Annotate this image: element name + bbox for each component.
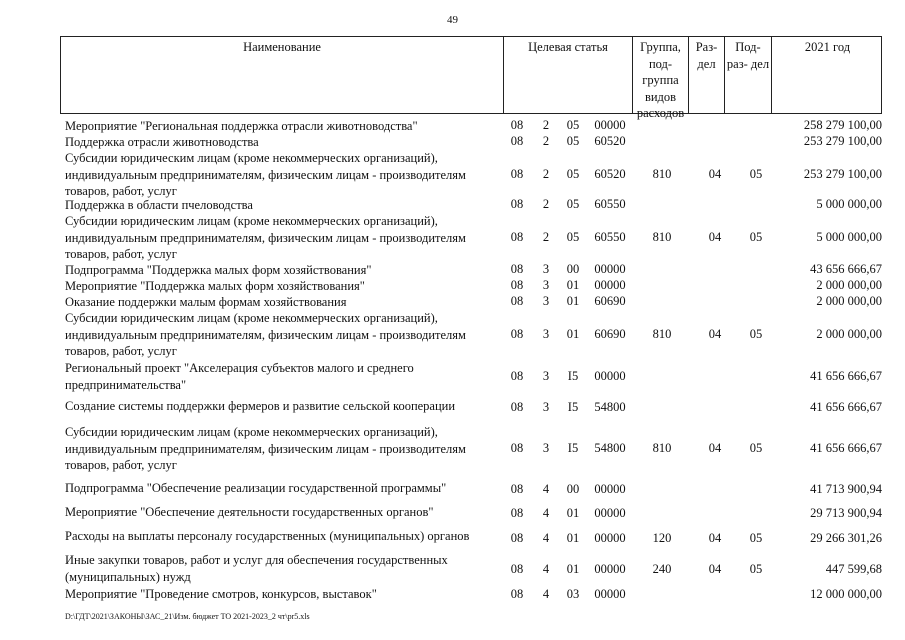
row-code-c3: I5 bbox=[567, 369, 579, 383]
row-amount: 29 266 301,26 bbox=[810, 531, 882, 545]
row-code-c2: 3 bbox=[542, 294, 550, 308]
table-row bbox=[0, 504, 905, 524]
row-code-c2: 4 bbox=[542, 587, 550, 601]
row-code-c7: 05 bbox=[749, 531, 763, 545]
row-name: Подпрограмма "Обеспечение реализации государственной программы" bbox=[65, 481, 447, 495]
row-code-c2: 3 bbox=[542, 400, 550, 414]
row-code-c7: 05 bbox=[749, 230, 763, 244]
row-code-c3: 03 bbox=[566, 587, 580, 601]
row-code-c2: 2 bbox=[542, 230, 550, 244]
row-code-c4: 00000 bbox=[594, 587, 626, 601]
row-code-c3: 00 bbox=[566, 482, 580, 496]
row-name: Субсидии юридическим лицам (кроме некоммерческих организаций), индивидуальным предпринимателям, физическим лицам - производителям товаров, работ, услуг bbox=[65, 311, 466, 358]
row-code-c5: 810 bbox=[652, 167, 672, 181]
table-row bbox=[0, 294, 905, 310]
row-name: Мероприятие "Обеспечение деятельности государственных органов" bbox=[65, 505, 434, 519]
row-code-c1: 08 bbox=[510, 369, 524, 383]
table-row bbox=[0, 262, 905, 278]
header-year: 2021 год bbox=[804, 40, 851, 54]
table-row bbox=[0, 197, 905, 213]
table-header bbox=[60, 36, 882, 120]
row-name: Субсидии юридическим лицам (кроме некоммерческих организаций), индивидуальным предпринимателям, физическим лицам - производителям товаров, работ, услуг bbox=[65, 151, 466, 198]
row-code-c4: 00000 bbox=[594, 562, 626, 576]
table-row bbox=[0, 360, 905, 394]
header-group: Группа, под- группа видов расходов bbox=[633, 37, 689, 113]
table-row bbox=[0, 552, 905, 588]
row-code-c3: 01 bbox=[566, 562, 580, 576]
row-name: Мероприятие "Региональная поддержка отрасли животноводства" bbox=[65, 119, 418, 133]
row-name: Создание системы поддержки фермеров и развитие сельской кооперации bbox=[65, 399, 456, 413]
row-code-c2: 3 bbox=[542, 262, 550, 276]
row-code-c5: 120 bbox=[652, 531, 672, 545]
row-code-c1: 08 bbox=[510, 118, 524, 132]
row-code-c1: 08 bbox=[510, 230, 524, 244]
table-row bbox=[0, 424, 905, 474]
row-code-c1: 08 bbox=[510, 262, 524, 276]
row-code-c1: 08 bbox=[510, 294, 524, 308]
row-amount: 29 713 900,94 bbox=[810, 506, 882, 520]
row-code-c4: 60520 bbox=[594, 167, 626, 181]
row-code-c3: I5 bbox=[567, 400, 579, 414]
row-code-c4: 00000 bbox=[594, 278, 626, 292]
table-row bbox=[0, 134, 905, 150]
header-name: Наименование bbox=[61, 37, 504, 113]
row-code-c1: 08 bbox=[510, 167, 524, 181]
row-code-c6: 04 bbox=[708, 230, 722, 244]
row-code-c1: 08 bbox=[510, 562, 524, 576]
row-amount: 2 000 000,00 bbox=[816, 278, 882, 292]
table-row bbox=[0, 118, 905, 134]
page-number: 49 bbox=[447, 14, 458, 26]
row-amount: 5 000 000,00 bbox=[816, 197, 882, 211]
row-code-c4: 00000 bbox=[594, 369, 626, 383]
row-amount: 253 279 100,00 bbox=[803, 134, 882, 148]
row-name: Мероприятие "Проведение смотров, конкурсов, выставок" bbox=[65, 587, 377, 601]
header-target: Целевая статья bbox=[504, 37, 633, 113]
row-code-c2: 4 bbox=[542, 482, 550, 496]
row-name: Субсидии юридическим лицам (кроме некоммерческих организаций), индивидуальным предпринимателям, физическим лицам - производителям товаров, работ, услуг bbox=[65, 425, 466, 472]
table-row bbox=[0, 310, 905, 360]
row-amount: 258 279 100,00 bbox=[803, 118, 882, 132]
row-code-c3: 05 bbox=[566, 167, 580, 181]
row-name: Расходы на выплаты персоналу государственных (муниципальных) органов bbox=[65, 529, 470, 543]
row-amount: 2 000 000,00 bbox=[816, 294, 882, 308]
row-code-c5: 810 bbox=[652, 441, 672, 455]
row-code-c7: 05 bbox=[749, 167, 763, 181]
row-code-c2: 3 bbox=[542, 441, 550, 455]
row-code-c1: 08 bbox=[510, 441, 524, 455]
row-code-c5: 240 bbox=[652, 562, 672, 576]
row-amount: 2 000 000,00 bbox=[816, 327, 882, 341]
row-code-c3: 01 bbox=[566, 531, 580, 545]
table-row bbox=[0, 480, 905, 500]
row-code-c2: 3 bbox=[542, 278, 550, 292]
row-code-c1: 08 bbox=[510, 327, 524, 341]
row-name: Региональный проект "Акселерация субъектов малого и среднего предпринимательства" bbox=[65, 361, 414, 392]
row-name: Оказание поддержки малым формам хозяйствования bbox=[65, 295, 347, 309]
row-code-c2: 2 bbox=[542, 134, 550, 148]
row-amount: 41 713 900,94 bbox=[810, 482, 882, 496]
row-code-c2: 4 bbox=[542, 531, 550, 545]
row-amount: 12 000 000,00 bbox=[810, 587, 882, 601]
row-code-c1: 08 bbox=[510, 278, 524, 292]
row-code-c6: 04 bbox=[708, 531, 722, 545]
table-row bbox=[0, 150, 905, 200]
row-name: Поддержка отрасли животноводства bbox=[65, 135, 259, 149]
row-code-c4: 60550 bbox=[594, 230, 626, 244]
row-code-c3: 05 bbox=[566, 230, 580, 244]
row-amount: 253 279 100,00 bbox=[803, 167, 882, 181]
row-code-c3: I5 bbox=[567, 441, 579, 455]
row-code-c1: 08 bbox=[510, 197, 524, 211]
row-code-c1: 08 bbox=[510, 400, 524, 414]
row-amount: 41 656 666,67 bbox=[810, 369, 882, 383]
row-code-c7: 05 bbox=[749, 441, 763, 455]
row-code-c2: 4 bbox=[542, 562, 550, 576]
table-row bbox=[0, 213, 905, 263]
row-amount: 5 000 000,00 bbox=[816, 230, 882, 244]
row-code-c3: 01 bbox=[566, 294, 580, 308]
row-amount: 41 656 666,67 bbox=[810, 400, 882, 414]
row-code-c5: 810 bbox=[652, 230, 672, 244]
row-name: Поддержка в области пчеловодства bbox=[65, 198, 253, 212]
row-code-c4: 00000 bbox=[594, 506, 626, 520]
table-row bbox=[0, 586, 905, 604]
row-amount: 447 599,68 bbox=[825, 562, 882, 576]
row-name: Иные закупки товаров, работ и услуг для обеспечения государственных (муниципальных) нужд bbox=[65, 553, 448, 584]
row-code-c4: 60690 bbox=[594, 327, 626, 341]
file-path: D:\ГДТ\2021\ЗАКОНЫ\ЗАС_21\Изм. бюджет ТО 2021-2023_2 чт\pr5.xls bbox=[65, 612, 310, 621]
row-code-c4: 54800 bbox=[594, 441, 626, 455]
row-name: Подпрограмма "Поддержка малых форм хозяйствования" bbox=[65, 263, 372, 277]
row-code-c3: 01 bbox=[566, 278, 580, 292]
table-row bbox=[0, 398, 905, 418]
row-code-c6: 04 bbox=[708, 441, 722, 455]
row-code-c1: 08 bbox=[510, 531, 524, 545]
row-code-c1: 08 bbox=[510, 587, 524, 601]
row-amount: 43 656 666,67 bbox=[810, 262, 882, 276]
row-code-c3: 05 bbox=[566, 134, 580, 148]
row-code-c3: 05 bbox=[566, 118, 580, 132]
row-code-c5: 810 bbox=[652, 327, 672, 341]
row-code-c3: 01 bbox=[566, 506, 580, 520]
row-code-c1: 08 bbox=[510, 134, 524, 148]
row-code-c2: 3 bbox=[542, 327, 550, 341]
table-row bbox=[0, 278, 905, 294]
row-code-c1: 08 bbox=[510, 482, 524, 496]
row-code-c3: 01 bbox=[566, 327, 580, 341]
row-code-c1: 08 bbox=[510, 506, 524, 520]
row-code-c7: 05 bbox=[749, 562, 763, 576]
row-code-c2: 2 bbox=[542, 167, 550, 181]
row-code-c4: 00000 bbox=[594, 118, 626, 132]
row-code-c6: 04 bbox=[708, 327, 722, 341]
row-code-c4: 60690 bbox=[594, 294, 626, 308]
row-code-c4: 54800 bbox=[594, 400, 626, 414]
row-name: Субсидии юридическим лицам (кроме некоммерческих организаций), индивидуальным предпринимателям, физическим лицам - производителям товаров, работ, услуг bbox=[65, 214, 466, 261]
header-subsection: Под- раз- дел bbox=[725, 37, 772, 113]
row-code-c4: 00000 bbox=[594, 482, 626, 496]
row-code-c6: 04 bbox=[708, 562, 722, 576]
row-name: Мероприятие "Поддержка малых форм хозяйствования" bbox=[65, 279, 365, 293]
table-row bbox=[0, 528, 905, 550]
row-code-c2: 2 bbox=[542, 197, 550, 211]
row-code-c4: 60520 bbox=[594, 134, 626, 148]
row-code-c2: 4 bbox=[542, 506, 550, 520]
row-code-c7: 05 bbox=[749, 327, 763, 341]
row-amount: 41 656 666,67 bbox=[810, 441, 882, 455]
row-code-c2: 2 bbox=[542, 118, 550, 132]
row-code-c3: 00 bbox=[566, 262, 580, 276]
row-code-c2: 3 bbox=[542, 369, 550, 383]
header-section: Раз- дел bbox=[689, 37, 725, 113]
row-code-c3: 05 bbox=[566, 197, 580, 211]
row-code-c4: 00000 bbox=[594, 531, 626, 545]
row-code-c6: 04 bbox=[708, 167, 722, 181]
row-code-c4: 00000 bbox=[594, 262, 626, 276]
row-code-c4: 60550 bbox=[594, 197, 626, 211]
